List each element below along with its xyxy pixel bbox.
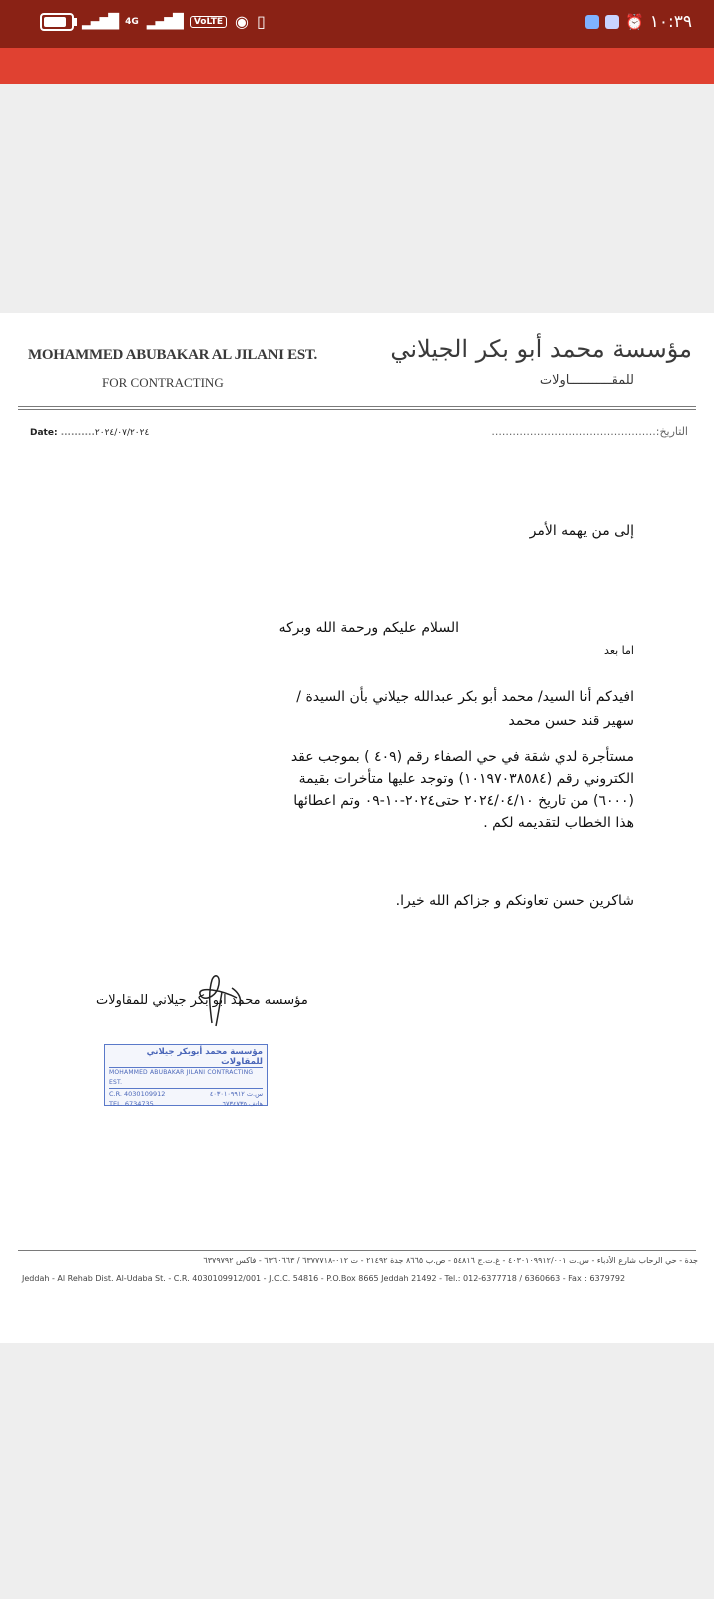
opening-line: اما بعد [604, 644, 634, 657]
stamp-line-ar: مؤسسة محمد أبوبكر جيلاني للمقاولات [109, 1047, 263, 1068]
network-type: 4G [125, 16, 139, 27]
recipient-line: إلى من يهمه الأمر [529, 523, 634, 539]
app-bar [0, 48, 714, 84]
signal-icon: ▂▄▆█ [82, 13, 118, 30]
app-notification-icon [585, 15, 599, 29]
document-page [0, 313, 714, 1343]
status-right [585, 12, 692, 32]
date-value: ٢٠٢٤/٠٧/٢٠٢٤ [94, 428, 150, 438]
company-name-en: MOHAMMED ABUBAKAR AL JILANI EST. [28, 347, 317, 363]
footer-divider [18, 1250, 696, 1251]
header-divider [18, 406, 696, 407]
date-label-en: Date: [30, 428, 58, 438]
status-bar [0, 0, 714, 48]
battery-icon [40, 13, 74, 31]
date-field-en: Date: ..........٢٠٢٤/٠٧/٢٠٢٤ [30, 428, 150, 438]
footer-address-ar: جدة - حي الرحاب شارع الأدباء - س.ت ٤٠٣٠١٠٩٩١٢/٠٠١ - غ.ت.ج ٥٤٨١٦ - ص.ب ٨٦٦٥ جدة ٢١٤٩٢ - ت ٠١٢-٦٣٧٧٧١٨ / ٦٣٦٠٦٦٣ - فاكس ٦٣٧٩٧٩٢ [203, 1256, 698, 1265]
greeting-line: السلام عليكم ورحمة الله وبركه [278, 620, 459, 636]
stamp-cr-ar: س.ت ٤٠٣٠١٠٩٩١٢ [209, 1090, 263, 1098]
footer-address-en: Jeddah - Al Rehab Dist. Al-Udaba St. - C.R. 4030109912/001 - J.C.C. 54816 - P.O.Box 8665 Jeddah 21492 - Tel.: 012-6377718 / 6360663 - Fax : 6379792 [22, 1274, 626, 1283]
company-sub-en: FOR CONTRACTING [102, 375, 224, 390]
body-paragraph-1: افيدكم أنا السيد/ محمد أبو بكر عبدالله جيلاني بأن السيدة / سهير قند حسن محمد [296, 689, 634, 729]
stamp-tel-ar: هاتف ٦٧٣٤٧٣٥ [222, 1100, 263, 1108]
date-label-ar: التاريخ: [655, 425, 688, 438]
stamp-cr-row [109, 1089, 263, 1099]
handwritten-signature [182, 968, 262, 1028]
signal-icon-2: ▂▄▆█ [146, 13, 182, 30]
hotspot-icon: ◉ [235, 12, 249, 31]
stamp-tel-en: TEL. 6734735 [109, 1100, 154, 1108]
vibrate-icon: ▯ [256, 12, 266, 31]
status-left [40, 12, 266, 31]
signature-label: مؤسسه محمد ابو بكر جيلاني للمقاولات [96, 993, 308, 1008]
stamp-line-en: MOHAMMED ABUBAKAR JILANI CONTRACTING EST. [109, 1068, 263, 1089]
stamp-cr-en: C.R. 4030109912 [109, 1090, 166, 1098]
gallery-notification-icon [605, 15, 619, 29]
stamp-tel-row [109, 1099, 263, 1109]
date-field-ar: التاريخ:............................................... [491, 425, 688, 438]
volte-badge: VoLTE [190, 16, 227, 28]
company-stamp [104, 1044, 268, 1106]
clock: ١٠:٣٩ [649, 12, 692, 32]
company-name-ar: مؤسسة محمد أبو بكر الجيلاني [390, 335, 692, 363]
alarm-icon: ⏰ [625, 13, 644, 31]
company-sub-ar: للمقـــــــــــاولات [539, 373, 634, 388]
header-divider-thin [18, 409, 696, 410]
body-paragraph-2: مستأجرة لدي شقة في حي الصفاء رقم (٤٠٩ ) بموجب عقد الكتروني رقم (١٠١٩٧٠٣٨٥٨٤) وتوجد عليها متأخرات بقيمة (٦٠٠٠) من تاريخ ٢٠٢٤/٠٤/١٠ حتى٢٠٢٤-١٠-٠٩ وتم اعطائها هذا الخطاب لتقديمه لكم . [290, 749, 634, 831]
closing-line: شاكرين حسن تعاونكم و جزاكم الله خيرا. [395, 893, 634, 909]
